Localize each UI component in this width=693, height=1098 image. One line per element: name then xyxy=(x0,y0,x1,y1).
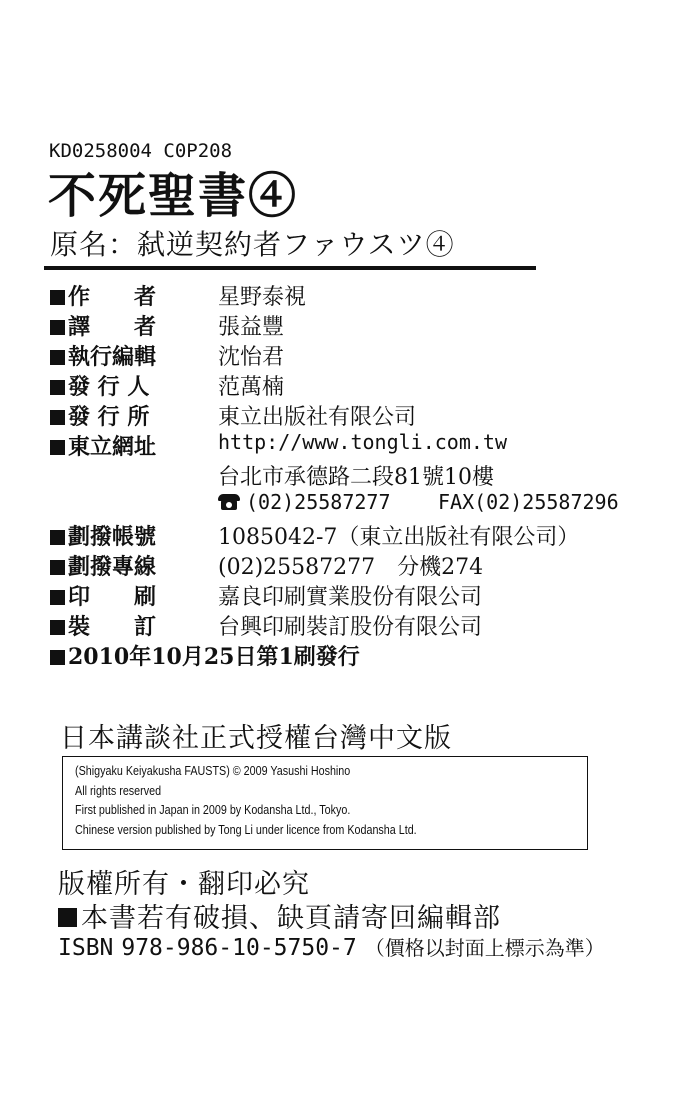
black-square-icon xyxy=(50,560,65,575)
isbn-line xyxy=(58,932,605,961)
address-row xyxy=(50,460,650,490)
phone-row xyxy=(50,490,650,520)
copyright-box xyxy=(62,756,588,850)
damage-notice: 本書若有破損、缺頁請寄回編輯部 xyxy=(81,903,501,934)
black-square-icon xyxy=(50,530,65,545)
credit-row-publisher xyxy=(50,400,650,430)
black-square-icon xyxy=(50,620,65,635)
copyright-line: Chinese version published by Tong Li under licence from Kodansha Ltd. xyxy=(75,822,417,837)
credit-value: 沈怡君 xyxy=(218,345,285,370)
book-title: 不死聖書④ xyxy=(48,168,299,224)
authorization-statement: 日本講談社正式授權台灣中文版 xyxy=(60,723,452,754)
black-square-icon xyxy=(50,410,65,425)
copyright-line: All rights reserved xyxy=(75,783,162,798)
credit-value: (02)25587277 分機274 xyxy=(218,555,484,580)
credit-row-editor xyxy=(50,340,650,370)
credit-label: 東立網址 xyxy=(68,434,157,460)
copyright-line: First published in Japan in 2009 by Kodansha Ltd., Tokyo. xyxy=(75,803,351,817)
print-date: 2010年10月25日第1刷發行 xyxy=(68,644,360,670)
isbn-number: 978-986-10-5750-7 xyxy=(121,935,357,961)
credit-label: 譯 者 xyxy=(68,314,157,340)
credit-value: 1085042-7（東立出版社有限公司） xyxy=(218,525,580,550)
address: 台北市承德路二段81號10樓 xyxy=(218,465,494,490)
credit-row-website xyxy=(50,430,650,460)
credit-value: 嘉良印刷實業股份有限公司 xyxy=(218,585,483,610)
credit-row-account xyxy=(50,520,650,550)
black-square-icon xyxy=(50,290,65,305)
credit-row-author xyxy=(50,280,650,310)
credit-value: 范萬楠 xyxy=(218,375,285,400)
black-square-icon xyxy=(58,908,77,927)
black-square-icon xyxy=(50,590,65,605)
credit-label: 執行編輯 xyxy=(68,344,157,370)
credit-row-binding xyxy=(50,610,650,640)
black-square-icon xyxy=(50,350,65,365)
telephone-icon xyxy=(218,494,240,510)
credit-label: 劃撥專線 xyxy=(68,554,157,580)
black-square-icon xyxy=(50,380,65,395)
credit-row-hotline xyxy=(50,550,650,580)
credit-label: 發 行 人 xyxy=(68,374,150,400)
price-note: （價格以封面上標示為準） xyxy=(364,936,605,960)
credit-label: 裝 訂 xyxy=(68,614,157,640)
copyright-line: (Shigyaku Keiyakusha FAUSTS) © 2009 Yasushi Hoshino xyxy=(75,764,351,778)
product-code: KD0258004 C0P208 xyxy=(49,140,233,162)
credit-value: 台興印刷裝訂股份有限公司 xyxy=(218,615,483,640)
phone-number: (02)25587277 xyxy=(246,490,391,514)
credit-row-printing xyxy=(50,580,650,610)
credit-label: 印 刷 xyxy=(68,584,157,610)
credits-list xyxy=(50,280,650,670)
credit-row-publisher-person xyxy=(50,370,650,400)
divider-rule xyxy=(44,266,536,270)
fax-number: FAX(02)25587296 xyxy=(438,490,619,514)
original-title: 原名：弑逆契約者ファウスツ④ xyxy=(50,228,455,261)
credit-value: 東立出版社有限公司 xyxy=(218,405,417,430)
credit-label: 劃撥帳號 xyxy=(68,524,157,550)
credit-value: 星野泰視 xyxy=(218,285,307,310)
credit-value: 張益豐 xyxy=(218,315,285,340)
rights-reserved: 版權所有・翻印必究 xyxy=(58,869,310,900)
isbn-label: ISBN xyxy=(58,935,114,961)
black-square-icon xyxy=(50,320,65,335)
print-date-row xyxy=(50,640,650,670)
credit-label: 發 行 所 xyxy=(68,404,150,430)
black-square-icon xyxy=(50,650,65,665)
website-url: http://www.tongli.com.tw xyxy=(218,430,507,454)
damage-notice-line xyxy=(58,896,501,935)
credit-row-translator xyxy=(50,310,650,340)
credit-label: 作 者 xyxy=(68,284,157,310)
black-square-icon xyxy=(50,440,65,455)
